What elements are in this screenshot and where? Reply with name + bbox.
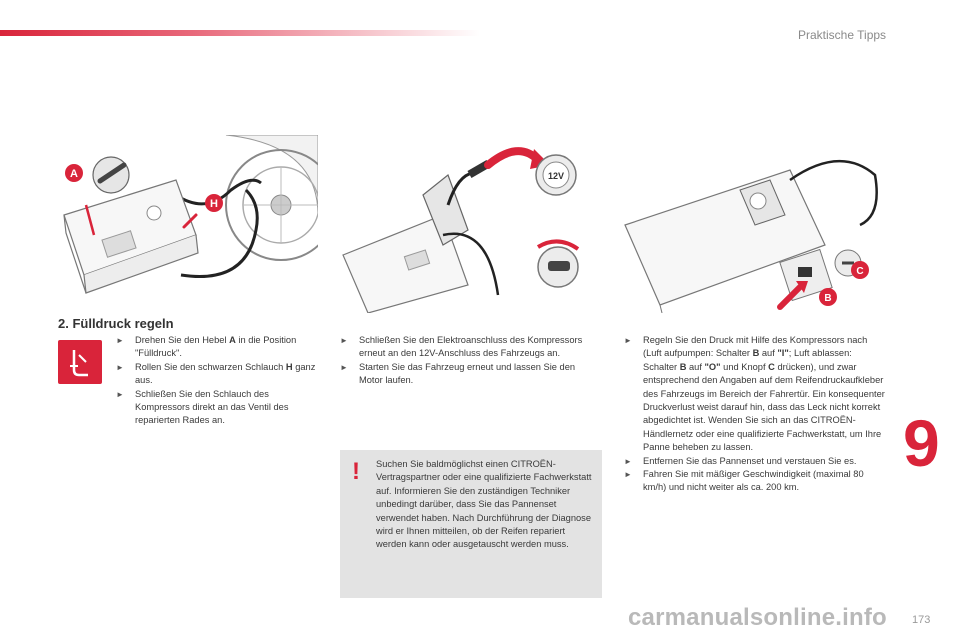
tire-pressure-gauge-icon [58,340,102,384]
chapter-number: 9 [903,406,940,480]
illustration-plug-to-12v-socket [338,135,600,313]
list-item: ► Schließen Sie den Elektroanschluss des Kompressors erneut an den 12V-Anschluss des Fahrzeugs an. [340,335,583,359]
watermark: carmanualsonline.info [628,604,887,631]
section-heading: 2. Fülldruck regeln [58,316,174,331]
callout-h: H [210,198,218,210]
warning-text: Suchen Sie baldmöglichst einen CITROËN-Vertragspartner oder eine qualifizierte Fachwerkstatt auf. Informieren Sie den zuständigen Techniker unbedingt darüber, dass Sie das Pannenset verwendet haben. Nach Durchführung der Diagnose wird er Ihnen mitteilen, ob der Reifen repariert werden kann oder ausgetauscht werden muss. [376,459,592,550]
callout-c: C [856,266,864,277]
socket-12v-label: 12V [547,171,565,181]
illustration-compressor-to-wheel [56,135,318,305]
callout-b: B [824,293,832,304]
list-item: ► Entfernen Sie das Pannenset und verstauen Sie es. [624,455,857,466]
instructions-column-1 [116,334,322,428]
list-item: ► Fahren Sie mit mäßiger Geschwindigkeit (maximal 80 km/h) und nicht weiter als ca. 200 km. [624,469,864,493]
list-item: ► Starten Sie das Fahrzeug erneut und lassen Sie den Motor laufen. [340,361,576,386]
list-item: ► Schließen Sie den Schlauch des Kompressors direkt an das Ventil des reparierten Rades an. [116,388,289,426]
callout-a: A [70,168,78,180]
illustration-compressor-switches [620,135,882,313]
section-title: Praktische Tipps [798,28,887,42]
instructions-column-3 [624,334,886,495]
header-accent-bar [0,30,480,36]
warning-icon: ! [352,458,360,485]
list-item: ► Drehen Sie den Hebel A in die Position "Fülldruck". [116,335,297,359]
instructions-column-2 [340,334,598,388]
page-number: 173 [912,614,931,626]
warning-box [340,450,602,598]
list-item: ► Rollen Sie den schwarzen Schlauch H ganz aus. [116,361,316,386]
list-item: ► Regeln Sie den Druck mit Hilfe des Kompressors nach (Luft aufpumpen: Schalter B auf "I"; Luft ablassen: Schalter B auf "O" und Knopf C drücken), und zwar entsprechend den Angaben auf dem Reifendruckaufkleber des Fahrzeugs im Bereich der Fahrertür. Ein konsequenter Druckverlust weist darauf hin, dass das Leck nicht korrekt abgedichtet ist. Wenden Sie sich an das CITROËN-Händlernetz oder eine qualifizierte Fachwerkstatt, um Ihre Panne beheben zu lassen. [624,335,885,453]
